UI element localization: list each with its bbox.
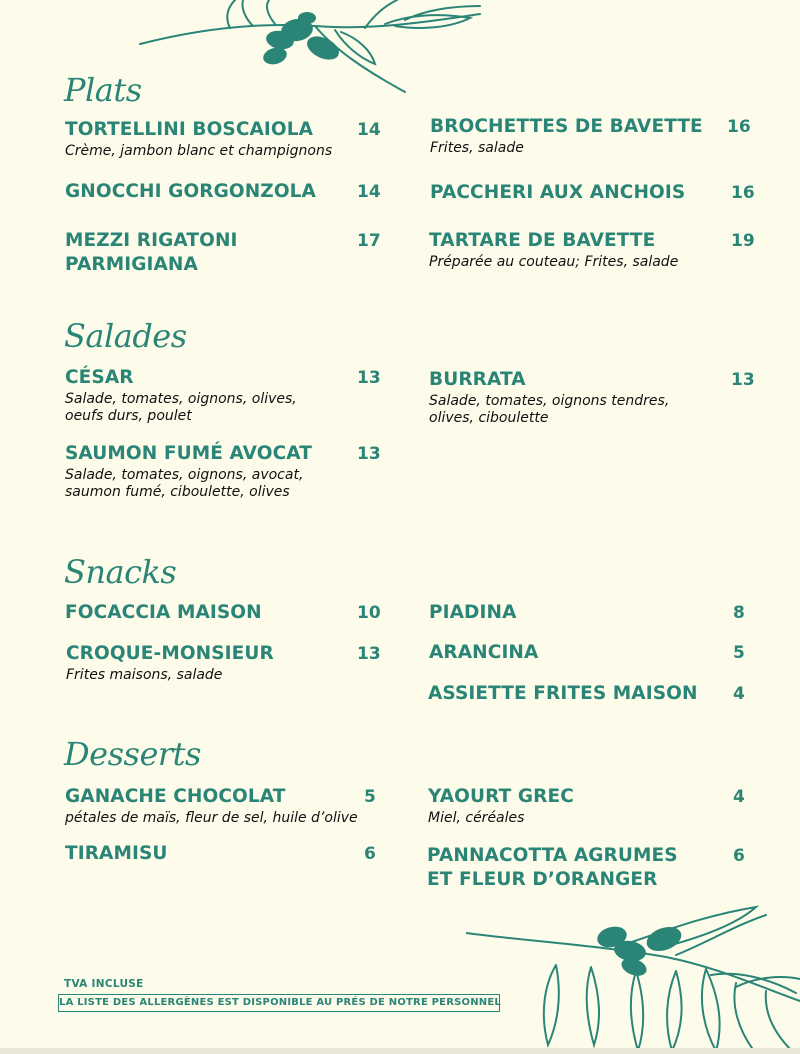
- menu-item-paccheri-aux-anchois: [430, 181, 685, 205]
- item-name: ARANCINA: [429, 642, 539, 663]
- item-name: MEZZI RIGATONI PARMIGIANA: [65, 230, 238, 275]
- item-name: CROQUE-MONSIEUR: [66, 643, 274, 664]
- item-price: 14: [357, 120, 381, 140]
- menu-item-arancina: [429, 641, 538, 665]
- item-price: 4: [733, 684, 745, 704]
- item-name: PANNACOTTA AGRUMES ET FLEUR D’ORANGER: [427, 845, 678, 890]
- olive-branch-top-icon: [135, 0, 495, 100]
- menu-item-ganache-chocolat: [65, 785, 358, 827]
- item-name: SAUMON FUMÉ AVOCAT: [65, 443, 312, 464]
- item-price: 13: [357, 644, 381, 664]
- menu-item-tartare-de-bavette: [429, 229, 678, 271]
- menu-item-yaourt-grec: [428, 785, 574, 827]
- olive-branch-bottom-icon: [466, 905, 800, 1054]
- item-price: 6: [733, 846, 745, 866]
- item-price: 5: [364, 787, 376, 807]
- menu-item-pannacotta-agrumes: [427, 844, 678, 892]
- section-title-plats: Plats: [64, 71, 142, 109]
- item-description: Frites maisons, salade: [66, 667, 223, 683]
- item-name: FOCACCIA MAISON: [65, 602, 262, 623]
- menu-item-gnocchi-gorgonzola: [65, 180, 316, 204]
- item-price: 17: [357, 231, 381, 251]
- item-description: Salade, tomates, oignons, olives, oeufs durs, poulet: [65, 391, 297, 424]
- menu-item-tortellini-boscaiola: [65, 118, 332, 160]
- item-name: TORTELLINI BOSCAIOLA: [65, 119, 314, 140]
- item-price: 14: [357, 182, 381, 202]
- section-title-desserts: Desserts: [64, 735, 201, 773]
- item-name: ASSIETTE FRITES MAISON: [428, 683, 698, 704]
- item-name: TIRAMISU: [65, 843, 168, 864]
- item-description: Salade, tomates, oignons, avocat, saumon fumé, ciboulette, olives: [65, 467, 304, 500]
- section-title-snacks: Snacks: [64, 553, 177, 591]
- menu-item-saumon-fume-avocat: [65, 442, 312, 501]
- item-price: 8: [733, 603, 745, 623]
- menu-item-tiramisu: [65, 842, 168, 866]
- item-price: 5: [733, 643, 745, 663]
- menu-item-piadina: [429, 601, 517, 625]
- item-name: CÉSAR: [65, 367, 134, 388]
- item-description: pétales de maïs, fleur de sel, huile d’olive: [65, 810, 358, 826]
- menu-item-croque-monsieur: [66, 642, 274, 684]
- item-price: 6: [364, 844, 376, 864]
- item-price: 4: [733, 787, 745, 807]
- menu-item-assiette-frites-maison: [428, 682, 698, 706]
- item-description: Frites, salade: [430, 140, 524, 156]
- item-price: 16: [727, 117, 751, 137]
- item-name: GANACHE CHOCOLAT: [65, 786, 286, 807]
- item-description: Crème, jambon blanc et champignons: [65, 143, 333, 159]
- item-price: 10: [357, 603, 381, 623]
- page-bottom-edge: [0, 1048, 800, 1054]
- item-name: YAOURT GREC: [428, 786, 574, 807]
- item-price: 19: [731, 231, 755, 251]
- item-description: Préparée au couteau; Frites, salade: [429, 254, 679, 270]
- vat-note: TVA INCLUSE: [64, 978, 144, 990]
- item-name: PIADINA: [429, 602, 517, 623]
- item-price: 13: [731, 370, 755, 390]
- menu-item-cesar: [65, 366, 297, 425]
- item-name: PACCHERI AUX ANCHOIS: [430, 182, 686, 203]
- item-name: BURRATA: [429, 369, 526, 390]
- item-name: GNOCCHI GORGONZOLA: [65, 181, 316, 202]
- item-price: 13: [357, 444, 381, 464]
- item-price: 16: [731, 183, 755, 203]
- allergens-notice: LA LISTE DES ALLERGÈNES EST DISPONIBLE AU PRÉS DE NOTRE PERSONNEL: [58, 994, 500, 1012]
- item-description: Salade, tomates, oignons tendres, olives, ciboulette: [429, 393, 670, 426]
- section-title-salades: Salades: [64, 317, 187, 355]
- item-name: TARTARE DE BAVETTE: [429, 230, 656, 251]
- item-description: Miel, céréales: [428, 810, 525, 826]
- menu-item-burrata: [429, 368, 669, 427]
- menu-item-focaccia-maison: [65, 601, 262, 625]
- menu-item-mezzi-rigatoni-parmigiana: [65, 229, 238, 277]
- menu-item-brochettes-de-bavette: [430, 115, 703, 157]
- item-name: BROCHETTES DE BAVETTE: [430, 116, 703, 137]
- item-price: 13: [357, 368, 381, 388]
